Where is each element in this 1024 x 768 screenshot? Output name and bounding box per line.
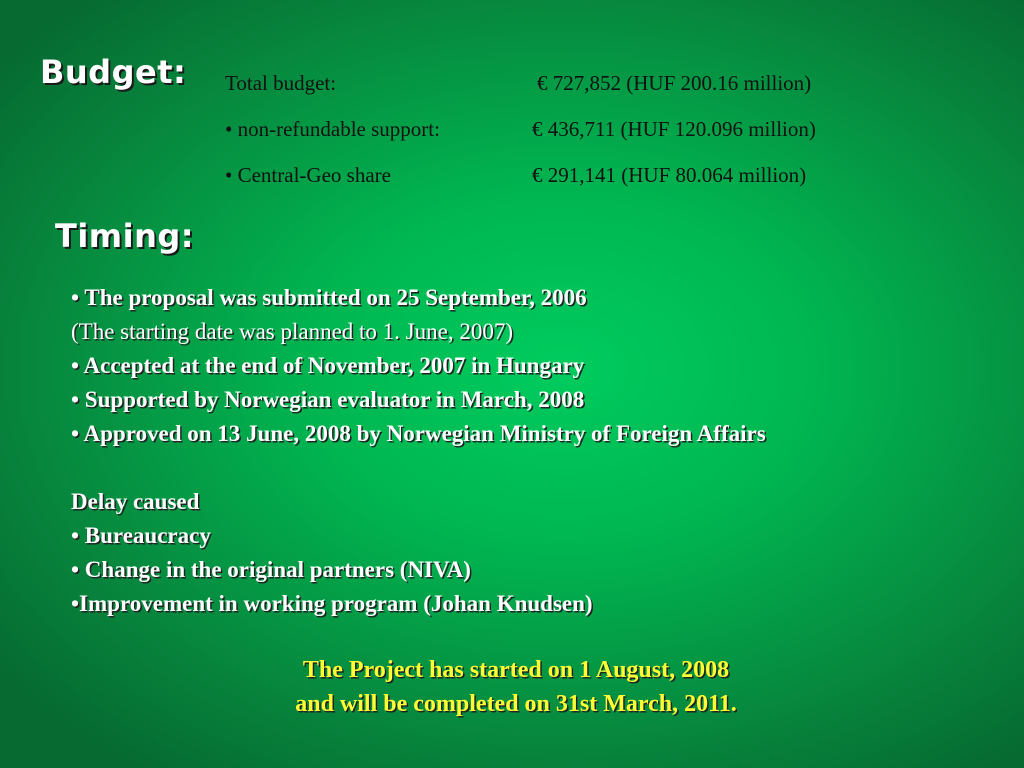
budget-heading: Budget: [40,53,187,91]
timing-heading: Timing: [55,217,195,255]
conclusion-line-end: and will be completed on 31st March, 2011. [295,691,737,717]
spacer [71,451,766,485]
timing-item-planned-start: (The starting date was planned to 1. June, 2007) [71,319,513,344]
delay-item-partners: • Change in the original partners (NIVA) [71,557,471,582]
timing-item-accepted: • Accepted at the end of November, 2007 in Hungary [71,353,585,378]
conclusion [0,653,1024,721]
timing-item-supported: • Supported by Norwegian evaluator in March, 2008 [71,387,585,412]
conclusion-line-start: The Project has started on 1 August, 2008 [302,657,730,683]
delay-title: Delay caused [71,489,200,514]
budget-row-value: € 291,141 (HUF 80.064 million) [532,163,807,187]
budget-row-label: • non-refundable support: [225,117,440,141]
timing-item-approved: • Approved on 13 June, 2008 by Norwegian Ministry of Foreign Affairs [71,421,766,446]
budget-row-label: • Central-Geo share [225,163,391,187]
timing-item-submitted: • The proposal was submitted on 25 September, 2006 [71,285,587,310]
timing-list [71,281,766,621]
budget-row-label: Total budget: [225,71,337,95]
budget-row-value: € 436,711 (HUF 120.096 million) [532,117,816,141]
delay-item-bureaucracy: • Bureaucracy [71,523,211,548]
delay-item-improvement: •Improvement in working program (Johan Knudsen) [71,591,593,616]
budget-row-value: € 727,852 (HUF 200.16 million) [537,71,812,95]
